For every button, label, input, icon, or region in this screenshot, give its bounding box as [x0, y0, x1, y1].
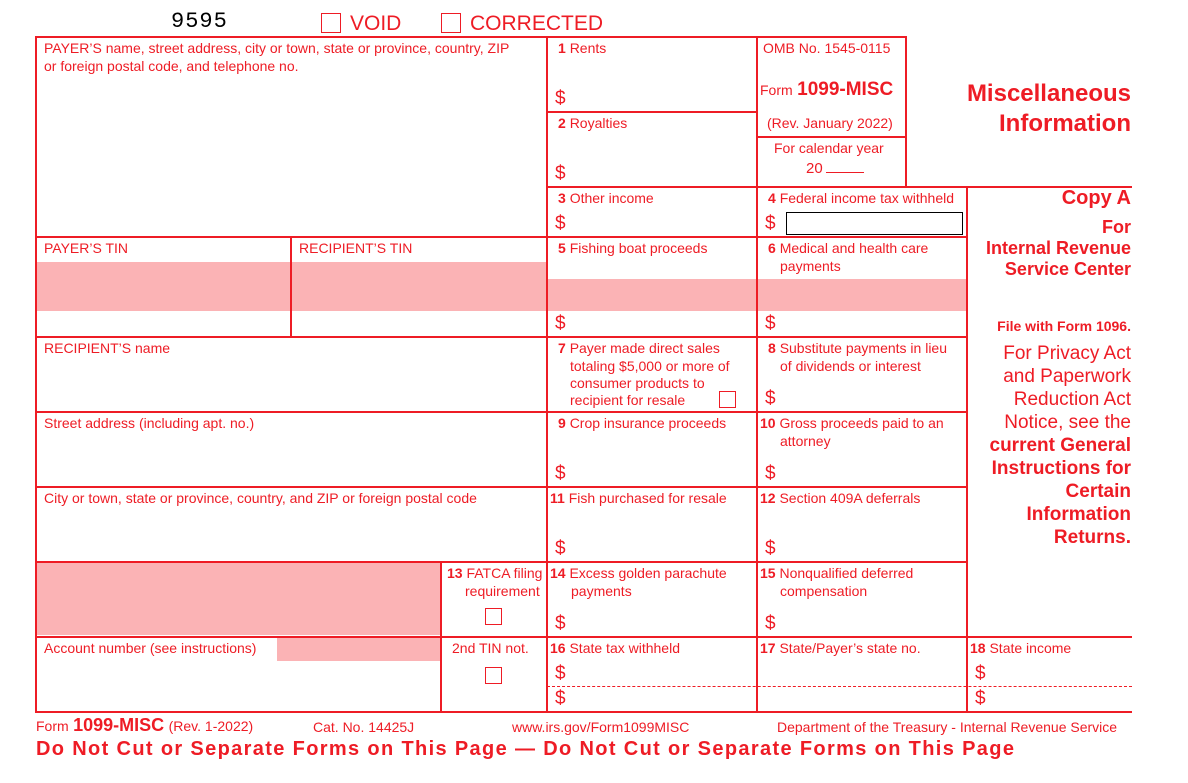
box14-label: 14 Excess golden parachute	[550, 565, 727, 581]
omb-form-name: Form 1099-MISC	[760, 79, 894, 100]
box6-dollar: $	[765, 313, 776, 334]
recipient-tin-label: RECIPIENT’S TIN	[299, 240, 413, 256]
box9-label: 9 Crop insurance proceeds	[558, 415, 727, 431]
second-tin-checkbox[interactable]	[485, 667, 502, 684]
copy-label: Copy A	[1061, 187, 1131, 209]
footer-url: www.irs.gov/Form1099MISC	[512, 719, 690, 735]
box16-dollar-1: $	[555, 663, 566, 684]
void-checkbox[interactable]	[321, 13, 341, 33]
privacy-line-7: Certain	[1065, 481, 1131, 502]
irs-line-1: Internal Revenue	[985, 238, 1131, 258]
rule	[546, 186, 1132, 188]
box13-label: 13 FATCA filing	[447, 565, 543, 581]
box6-label-2: payments	[780, 258, 841, 274]
box1-label: 1 Rents	[558, 40, 607, 56]
box18-dollar-1: $	[975, 663, 986, 684]
for-label: For	[1102, 217, 1131, 237]
privacy-line-9: Returns.	[1053, 527, 1131, 548]
box14-dollar: $	[555, 613, 566, 634]
rule	[35, 36, 37, 713]
rule	[756, 136, 906, 138]
rule	[756, 36, 758, 713]
rule	[546, 36, 548, 713]
footer-form-name: Form 1099-MISC (Rev. 1-2022)	[36, 715, 254, 735]
second-tin-label: 2nd TIN not.	[452, 640, 529, 656]
box10-label-2: attorney	[780, 433, 831, 449]
void-label: VOID	[350, 12, 402, 35]
recipient-name-label: RECIPIENT’S name	[44, 340, 171, 356]
title-line-1: Miscellaneous	[966, 80, 1131, 107]
box1-dollar: $	[555, 88, 566, 109]
rule	[440, 561, 442, 713]
rule	[966, 186, 968, 713]
box6-label: 6 Medical and health care	[768, 240, 929, 256]
box15-label: 15 Nonqualified deferred	[760, 565, 914, 581]
irs-line-2: Service Center	[1004, 259, 1131, 279]
footer-department: Department of the Treasury - Internal Revenue Service	[777, 719, 1118, 735]
box13-checkbox[interactable]	[485, 608, 502, 625]
box4-label: 4 Federal income tax withheld	[768, 190, 954, 206]
box11-dollar: $	[555, 538, 566, 559]
calendar-year-field[interactable]: 20	[806, 160, 864, 177]
box5-dollar: $	[555, 313, 566, 334]
box8-dollar: $	[765, 388, 776, 409]
corrected-checkbox[interactable]	[441, 13, 461, 33]
rule	[905, 36, 907, 188]
rule	[35, 486, 967, 488]
box14-label-2: payments	[571, 583, 632, 599]
privacy-line-3: Reduction Act	[1013, 389, 1131, 410]
recipient-street-label: Street address (including apt. no.)	[44, 415, 255, 431]
box5-label: 5 Fishing boat proceeds	[558, 240, 708, 256]
file-with-label: File with Form 1096.	[997, 318, 1131, 334]
privacy-line-5: current General	[989, 435, 1131, 456]
box16-dollar-2: $	[555, 688, 566, 709]
box10-dollar: $	[765, 463, 776, 484]
footer-warning: Do Not Cut or Separate Forms on This Page — Do Not Cut or Separate Forms on This Page	[36, 738, 1016, 760]
privacy-line-6: Instructions for	[991, 458, 1131, 479]
payer-tin-label: PAYER’S TIN	[44, 240, 129, 256]
rule	[35, 236, 967, 238]
payer-address-label-1: PAYER’S name, street address, city or town, state or province, country, ZIP	[44, 40, 510, 56]
payer-tin-shade	[36, 262, 290, 311]
rule	[35, 36, 906, 38]
box2-dollar: $	[555, 163, 566, 184]
rule	[35, 411, 967, 413]
privacy-line-4: Notice, see the	[1004, 412, 1131, 433]
box3-label: 3 Other income	[558, 190, 654, 206]
box8-label: 8 Substitute payments in lieu	[768, 340, 948, 356]
privacy-line-8: Information	[1026, 504, 1131, 525]
recipient-city-label: City or town, state or province, country, and ZIP or foreign postal code	[44, 490, 477, 506]
box8-label-2: of dividends or interest	[780, 358, 921, 374]
omb-number: OMB No. 1545-0115	[763, 40, 891, 56]
privacy-line-2: and Paperwork	[1003, 366, 1131, 387]
box10-label: 10 Gross proceeds paid to an	[760, 415, 944, 431]
box7-label-2: totaling $5,000 or more of	[570, 358, 730, 374]
privacy-line-1: For Privacy Act	[1003, 343, 1131, 364]
fatca-left-shade	[36, 562, 441, 635]
rule	[35, 336, 967, 338]
box7-label: 7 Payer made direct sales	[558, 340, 720, 356]
rule	[546, 111, 757, 113]
box9-dollar: $	[555, 463, 566, 484]
account-number-shade	[277, 637, 441, 661]
box4-dollar: $	[765, 213, 776, 234]
corrected-label: CORRECTED	[470, 12, 604, 35]
box17-label: 17 State/Payer’s state no.	[760, 640, 921, 656]
footer-cat-no: Cat. No. 14425J	[313, 719, 415, 735]
box4-input[interactable]	[786, 212, 963, 235]
title-line-2: Information	[999, 110, 1131, 137]
rule	[290, 236, 292, 338]
box16-label: 16 State tax withheld	[550, 640, 680, 656]
form-code: 9595	[171, 9, 228, 34]
box7-label-3: consumer products to	[570, 375, 705, 391]
box7-label-4: recipient for resale	[570, 392, 686, 408]
box2-label: 2 Royalties	[558, 115, 628, 131]
box13-label-2: requirement	[465, 583, 540, 599]
box3-dollar: $	[555, 213, 566, 234]
rule	[35, 561, 967, 563]
recipient-tin-shade	[292, 262, 546, 311]
box18-label: 18 State income	[970, 640, 1072, 656]
box12-dollar: $	[765, 538, 776, 559]
box15-dollar: $	[765, 613, 776, 634]
box7-checkbox[interactable]	[719, 391, 736, 408]
dashed-rule	[547, 686, 1132, 687]
omb-revision: (Rev. January 2022)	[767, 115, 893, 131]
box11-label: 11 Fish purchased for resale	[550, 490, 727, 506]
box18-dollar-2: $	[975, 688, 986, 709]
payer-address-label-2: or foreign postal code, and telephone no.	[44, 58, 299, 74]
account-number-label: Account number (see instructions)	[44, 640, 257, 656]
calendar-year-label: For calendar year	[774, 140, 884, 156]
box12-label: 12 Section 409A deferrals	[760, 490, 921, 506]
box15-label-2: compensation	[780, 583, 868, 599]
